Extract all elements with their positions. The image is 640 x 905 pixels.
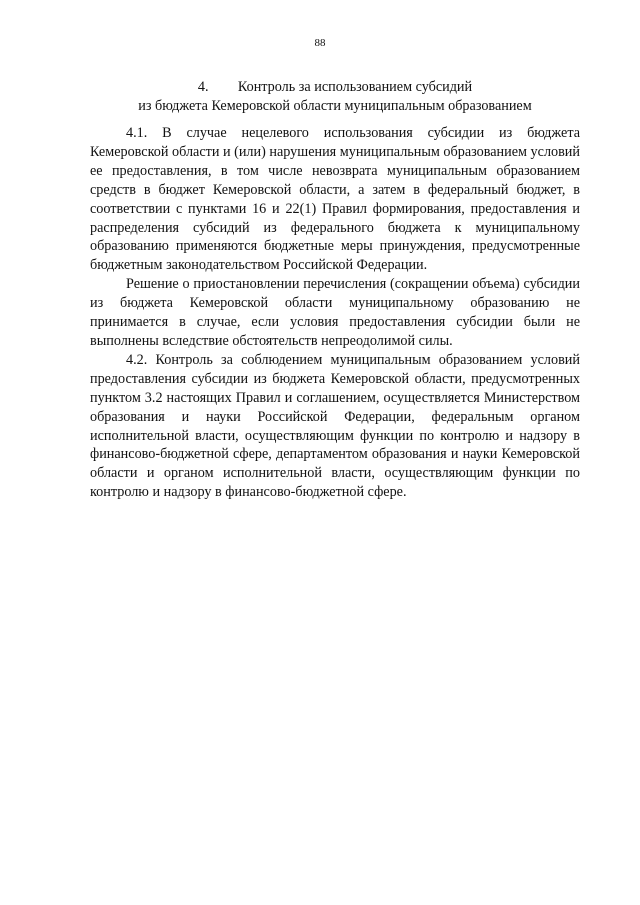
page-number: 88 [314, 37, 326, 49]
paragraph-4-2: 4.2. Контроль за соблюдением муниципальным образованием условий предоставления субсидии из бюджета Кемеровской области, предусмотренных пунктом 3.2 настоящих Правил и соглашением, осуществляется Министерством образования и науки Российской Федерации, федеральным органом исполнительной власти, осуществляющим функции по контролю и надзору в финансово-бюджетной сфере, департаментом образования и науки Кемеровской области и органом исполнительной власти, осуществляющим функции по контролю и надзору в финансово-бюджетной сфере. [90, 351, 580, 501]
section-heading [90, 78, 580, 116]
section-heading-line-1 [90, 78, 580, 97]
paragraph-4-1: 4.1. В случае нецелевого использования субсидии из бюджета Кемеровской области и (или) нарушения муниципальным образованием условий ее предоставления, в том числе невозврата муниципальным образованием средств в бюджет Кемеровской области, а затем в федеральный бюджет, в соответствии с пунктами 16 и 22(1) Правил формирования, предоставления и распределения субсидий из федерального бюджета к муниципальному образованию применяются бюджетные меры принуждения, предусмотренные бюджетным законодательством Российской Федерации. [90, 125, 580, 274]
section-title-line-1: Контроль за использованием субсидий [237, 79, 473, 95]
paragraph-suspension-decision: Решение о приостановлении перечисления (сокращении объема) субсидии из бюджета Кемеровской области муниципальному образованию не принимается в случае, если условия предоставления субсидии были не выполнены вследствие обстоятельств непреодолимой силы. [90, 276, 580, 349]
body-text [90, 124, 580, 502]
section-number: 4. [197, 79, 209, 95]
section-title-line-2: из бюджета Кемеровской области муниципальным образованием [138, 98, 532, 114]
